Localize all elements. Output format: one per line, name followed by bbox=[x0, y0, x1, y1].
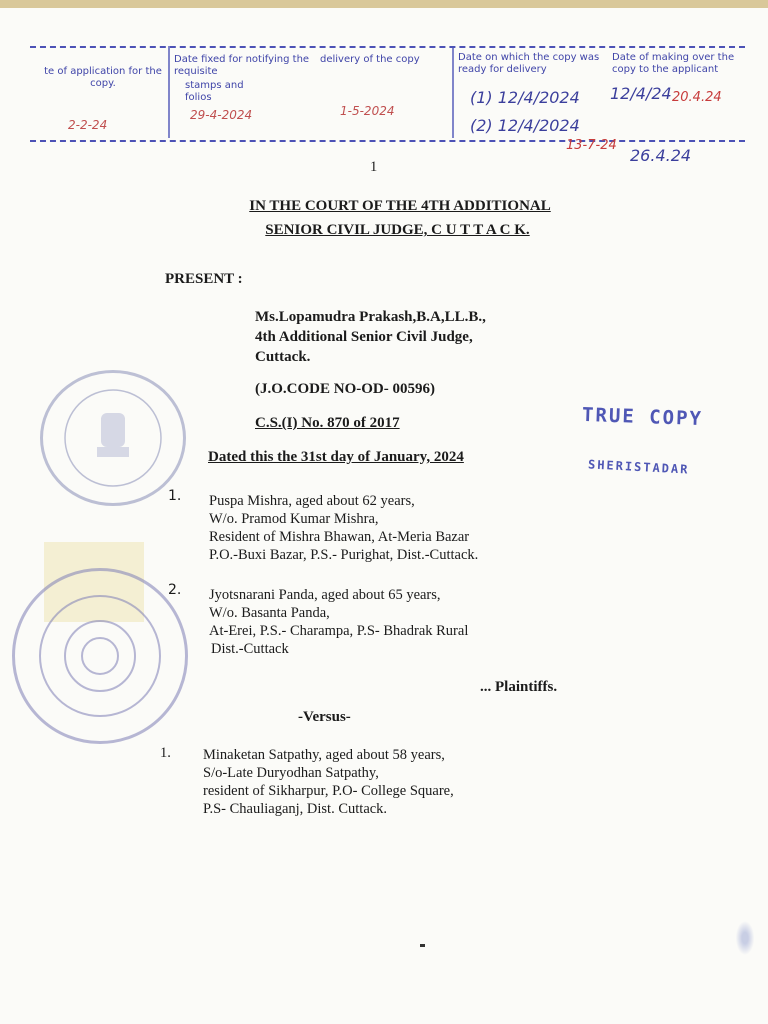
judge-place: Cuttack. bbox=[255, 349, 311, 365]
plaintiff-2-line1: Jyotsnarani Panda, aged about 65 years, bbox=[209, 587, 441, 603]
handwritten-date: 1-5-2024 bbox=[340, 104, 395, 118]
defendant-1-number: 1. bbox=[160, 745, 171, 761]
judge-designation: 4th Additional Senior Civil Judge, bbox=[255, 329, 473, 345]
versus-label: -Versus- bbox=[298, 709, 351, 725]
stamp-col-makingover: Date of making over the copy to the applicant bbox=[612, 52, 735, 75]
handwritten-date: 29-4-2024 bbox=[190, 108, 253, 122]
handwritten-note: (1) 12/4/2024 bbox=[470, 88, 580, 107]
plaintiff-1-line3: Resident of Mishra Bhawan, At-Meria Bazar bbox=[209, 529, 470, 545]
plaintiff-1-line2: W/o. Pramod Kumar Mishra, bbox=[209, 511, 379, 527]
district-seal bbox=[12, 568, 188, 744]
document-page bbox=[0, 8, 768, 1024]
true-copy-stamp: TRUE COPY bbox=[581, 403, 704, 431]
defendant-1-line3: resident of Sikharpur, P.O- College Square, bbox=[203, 783, 454, 799]
sheristadar-stamp: SHERISTADAR bbox=[587, 457, 690, 477]
plaintiff-1-number: 1. bbox=[168, 488, 182, 504]
stamp-col-application: te of application for the copy. bbox=[44, 66, 162, 89]
stamp-col-folios: stamps and folios bbox=[185, 80, 244, 103]
handwritten-date: 2-2-24 bbox=[68, 118, 108, 132]
seal-rings-icon bbox=[15, 571, 185, 741]
emblem-icon bbox=[43, 373, 183, 503]
plaintiff-2-line2: W/o. Basanta Panda, bbox=[209, 605, 330, 621]
present-label: PRESENT : bbox=[165, 271, 243, 287]
handwritten-note: (2) 12/4/2024 bbox=[470, 116, 580, 135]
plaintiff-2-line4: Dist.-Cuttack bbox=[211, 641, 289, 657]
handwritten-red-note: 13-7-24 bbox=[566, 138, 617, 153]
handwritten-note: 12/4/24 bbox=[610, 84, 672, 103]
handwritten-red-note: 20.4.24 bbox=[672, 90, 722, 105]
plaintiff-2-number: 2. bbox=[168, 582, 182, 598]
stamp-col-notify: Date fixed for notifying the requisite bbox=[174, 54, 310, 77]
defendant-1-line4: P.S- Chauliaganj, Dist. Cuttack. bbox=[203, 801, 388, 817]
judge-name: Ms.Lopamudra Prakash,B.A,LL.B., bbox=[255, 309, 486, 325]
plaintiff-1-line1: Puspa Mishra, aged about 62 years, bbox=[209, 493, 415, 509]
ink-speck bbox=[734, 918, 756, 958]
stamp-col-delivery: delivery of the copy bbox=[320, 54, 420, 65]
page-number: 1 bbox=[370, 159, 378, 175]
defendant-1-line1: Minaketan Satpathy, aged about 58 years, bbox=[203, 747, 445, 763]
court-title-line1: IN THE COURT OF THE 4TH ADDITIONAL bbox=[249, 198, 551, 214]
defendant-1-line2: S/o-Late Duryodhan Satpathy, bbox=[203, 765, 379, 781]
stamp-divider bbox=[452, 46, 454, 138]
plaintiffs-label: ... Plaintiffs. bbox=[480, 679, 558, 695]
plaintiff-2-line3: At-Erei, P.S.- Charampa, P.S- Bhadrak Rural bbox=[209, 623, 469, 639]
case-number: C.S.(I) No. 870 of 2017 bbox=[255, 415, 400, 431]
jo-code: (J.O.CODE NO-OD- 00596) bbox=[255, 381, 435, 397]
dated-line: Dated this the 31st day of January, 2024 bbox=[208, 449, 464, 465]
stamp-divider bbox=[168, 46, 170, 138]
handwritten-note: 26.4.24 bbox=[630, 146, 692, 165]
ink-speck bbox=[420, 944, 425, 947]
court-title-line2: SENIOR CIVIL JUDGE, C U T T A C K. bbox=[265, 222, 530, 238]
plaintiff-1-line4: P.O.-Buxi Bazar, P.S.- Purighat, Dist.-Cuttack. bbox=[209, 547, 479, 563]
stamp-col-ready: Date on which the copy was ready for delivery bbox=[458, 52, 600, 75]
court-seal bbox=[40, 370, 186, 506]
